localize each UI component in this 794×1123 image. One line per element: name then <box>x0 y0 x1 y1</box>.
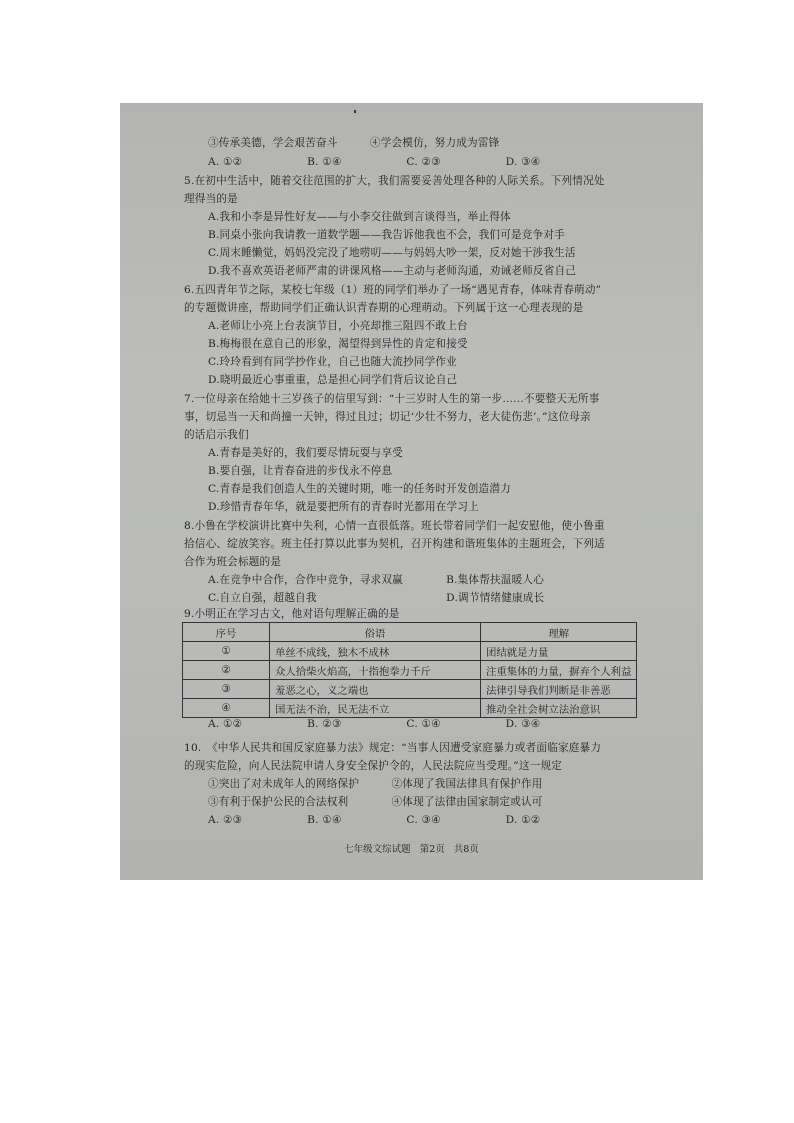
table-row <box>183 680 637 699</box>
table-cell: 单丝不成线，独木不成林 <box>270 642 481 661</box>
table-row <box>183 642 637 661</box>
q7-option-c: C.青春是我们创造人生的关键时期，唯一的任务时开发创造潜力 <box>208 483 511 495</box>
column-header: 序号 <box>183 623 270 642</box>
q10-options: A. ②③ B. ①④ C. ③④ D. ①② <box>208 814 541 826</box>
question-8: 8.小鲁在学校演讲比赛中失利，心情一直很低落。班长带着同学们一起安慰他，使小鲁重 <box>184 520 605 532</box>
table-cell: 推动全社会树立法治意识 <box>481 699 637 718</box>
question-6-cont: 的专题微讲座，帮助同学们正确认识青春期的心理萌动。下列属于这一心理表现的是 <box>184 302 584 314</box>
column-header: 理解 <box>481 623 637 642</box>
table-cell: 众人拾柴火焰高，十指抱拳力千斤 <box>270 661 481 680</box>
q7-option-a: A.青春是美好的，我们要尽情玩耍与享受 <box>208 447 403 459</box>
table-cell: 国无法不治，民无法不立 <box>270 699 481 718</box>
table-cell: 法律引导我们判断是非善恶 <box>481 680 637 699</box>
footer-page-number: 第2页 <box>419 844 445 855</box>
table-cell: 注重集体的力量，摒弃个人利益 <box>481 661 637 680</box>
q6-option-b: B.梅梅很在意自己的形象，渴望得到异性的肯定和接受 <box>208 338 468 350</box>
speck <box>354 110 356 113</box>
table-cell: ② <box>183 661 270 680</box>
table-row <box>183 699 637 718</box>
q6-option-a: A.老师让小亮上台表演节目，小亮却推三阻四不敢上台 <box>208 320 468 332</box>
q10-statements-34: ③有利于保护公民的合法权利 ④体现了法律由国家制定或认可 <box>208 796 543 808</box>
page-footer <box>120 841 703 855</box>
question-10-cont: 的现实危险，向人民法院申请人身安全保护令的，人民法院应当受理。”这一规定 <box>184 760 563 772</box>
question-5: 5.在初中生活中，随着交往范围的扩大，我们需要妥善处理各种的人际关系。下列情况处 <box>184 175 605 187</box>
question-7: 7.一位母亲在给她十三岁孩子的信里写到：“十三岁时人生的第一步……不要整天无所事 <box>184 393 600 405</box>
footer-total-pages: 共8页 <box>453 844 479 855</box>
table-cell: ③ <box>183 680 270 699</box>
question-10: 10. 《中华人民共和国反家庭暴力法》规定：“当事人因遭受家庭暴力或者面临家庭暴力 <box>184 742 602 754</box>
answer-choices: A. ①② B. ①④ C. ②③ D. ③④ <box>208 156 541 168</box>
column-header: 俗语 <box>270 623 481 642</box>
q5-option-d: D.我不喜欢英语老师严肃的讲课风格——主动与老师沟通，劝诫老师反省自己 <box>208 265 577 277</box>
footer-title: 七年级文综试题 <box>344 844 411 855</box>
q8-options-ab: A.在竞争中合作，合作中竞争，寻求双赢 B.集体帮扶温暖人心 <box>208 574 544 586</box>
q6-option-c: C.玲玲看到有同学抄作业，自己也随大流抄同学作业 <box>208 356 457 368</box>
table-cell: 羞恶之心，义之端也 <box>270 680 481 699</box>
question-8-cont: 拾信心、绽放笑容。班主任打算以此事为契机，召开构建和谐班集体的主题班会，下列适 <box>184 538 605 550</box>
table-row <box>183 661 637 680</box>
q9-options: A. ①② B. ②③ C. ①④ D. ③④ <box>208 718 541 730</box>
q8-options-cd: C.自立自强，超越自我 D.调节情绪健康成长 <box>208 592 545 604</box>
question-5-cont: 理得当的是 <box>184 193 238 205</box>
option-line: ③传承美德，学会艰苦奋斗 ④学会模仿，努力成为雷锋 <box>208 137 500 149</box>
q5-option-c: C.周末睡懒觉，妈妈没完没了地唠叨——与妈妈大吵一架，反对她干涉我生活 <box>208 247 576 259</box>
q6-option-d: D.晓明最近心事重重，总是担心同学们背后议论自己 <box>208 374 458 386</box>
q7-option-d: D.珍惜青春年华，就是要把所有的青春时光都用在学习上 <box>208 501 479 513</box>
table-header-row <box>183 623 637 642</box>
proverb-table <box>182 622 637 718</box>
table-cell: ① <box>183 642 270 661</box>
question-8-cont2: 合作为班会标题的是 <box>184 556 282 568</box>
question-7-cont2: 的话启示我们 <box>184 429 249 441</box>
question-9: 9.小明正在学习古文，他对语句理解正确的是 <box>184 608 400 620</box>
q10-statements-12: ①突出了对未成年人的网络保护 ②体现了我国法律具有保护作用 <box>208 778 543 790</box>
table-cell: 团结就是力量 <box>481 642 637 661</box>
q5-option-a: A.我和小李是异性好友——与小李交往做到言谈得当，举止得体 <box>208 211 511 223</box>
exam-paper-page <box>120 103 703 880</box>
q7-option-b: B.要自强，让青春奋进的步伐永不停息 <box>208 465 393 477</box>
q5-option-b: B.同桌小张向我请教一道数学题——我告诉他我也不会，我们可是竞争对手 <box>208 229 565 241</box>
question-7-cont: 事，切忌当一天和尚撞一天钟，得过且过；切记‘少壮不努力，老大徒伤悲’。”这位母亲 <box>184 411 591 423</box>
table-cell: ④ <box>183 699 270 718</box>
question-6: 6.五四青年节之际，某校七年级（1）班的同学们举办了一场“遇见青春，体味青春萌动” <box>184 284 602 296</box>
